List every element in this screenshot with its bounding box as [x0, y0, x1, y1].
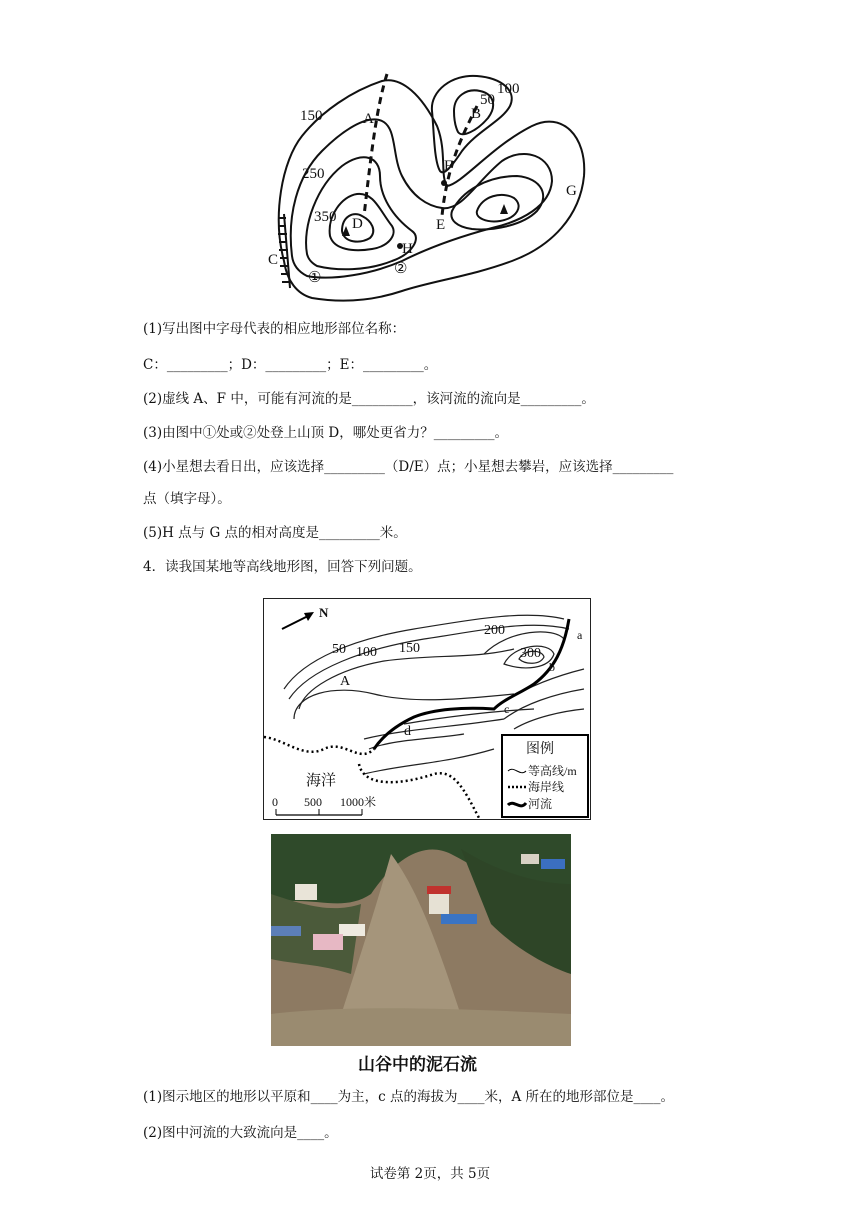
scale-label: 0	[272, 795, 278, 809]
point-label: B	[471, 106, 482, 122]
q3-part1-blanks: C：_________；D：_________；E：_________。	[143, 357, 438, 373]
q4-part1: (1)图示地区的地形以平原和____为主，c 点的海拔为____米，A 所在的地形部位是____。	[143, 1089, 675, 1105]
q3-part4-cont: 点（填字母）。	[143, 491, 231, 507]
contour-label: 350	[314, 209, 337, 225]
q3-part3: (3)由图中①处或②处登上山顶 D，哪处更省力？_________。	[143, 425, 508, 441]
contour-label: 50	[332, 642, 346, 657]
q3-part4: (4)小星想去看日出，应该选择_________（D/E）点；小星想去攀岩，应该选择_________	[143, 459, 674, 475]
page-footer: 试卷第 2页，共 5页	[369, 1166, 491, 1182]
contour-map-1	[262, 66, 598, 308]
north-label: N	[319, 605, 329, 620]
point-label: F	[444, 158, 453, 174]
scale-label: 500	[304, 795, 322, 809]
contour-label: 50	[480, 92, 495, 108]
legend-item: 海岸线	[528, 780, 565, 794]
contour-label: 100	[497, 81, 520, 97]
point-label: G	[566, 183, 577, 199]
circled-number: ①	[308, 270, 322, 286]
contour-label: 150	[300, 108, 323, 124]
q4-title: 4．读我国某地等高线地形图，回答下列问题。	[143, 559, 422, 575]
legend-item: 等高线/m	[528, 764, 577, 778]
point-label: c	[504, 702, 510, 716]
point-label: a	[577, 628, 583, 642]
point-label: C	[268, 252, 279, 268]
q3-part1: (1)写出图中字母代表的相应地形部位名称：	[143, 321, 406, 337]
contour-label: 150	[399, 641, 420, 656]
contour-map-2	[263, 598, 591, 820]
contour-label: 100	[356, 645, 377, 660]
legend-item: 河流	[528, 797, 553, 811]
photo-caption: 山谷中的泥石流	[358, 1055, 477, 1075]
point-label: D	[352, 216, 363, 232]
q4-part2: (2)图中河流的大致流向是____。	[143, 1125, 338, 1141]
point-label: E	[436, 217, 446, 233]
point-label: b	[549, 660, 555, 674]
q3-part2: (2)虚线 A、F 中，可能有河流的是_________，该河流的流向是_________。	[143, 391, 595, 407]
point-label: H	[402, 241, 413, 257]
scale-label: 1000米	[340, 795, 377, 809]
point-label: d	[404, 724, 411, 739]
contour-label: 250	[302, 166, 325, 182]
point-label: A	[363, 111, 374, 127]
contour-label: 200	[484, 623, 505, 638]
q3-part5: (5)H 点与 G 点的相对高度是_________米。	[143, 525, 407, 541]
mudflow-photo	[271, 834, 571, 1046]
circled-number: ②	[394, 261, 408, 277]
legend-title: 图例	[526, 742, 554, 757]
point-label: A	[340, 674, 351, 689]
sea-label: 海洋	[306, 773, 337, 789]
contour-label: 300	[520, 646, 541, 661]
